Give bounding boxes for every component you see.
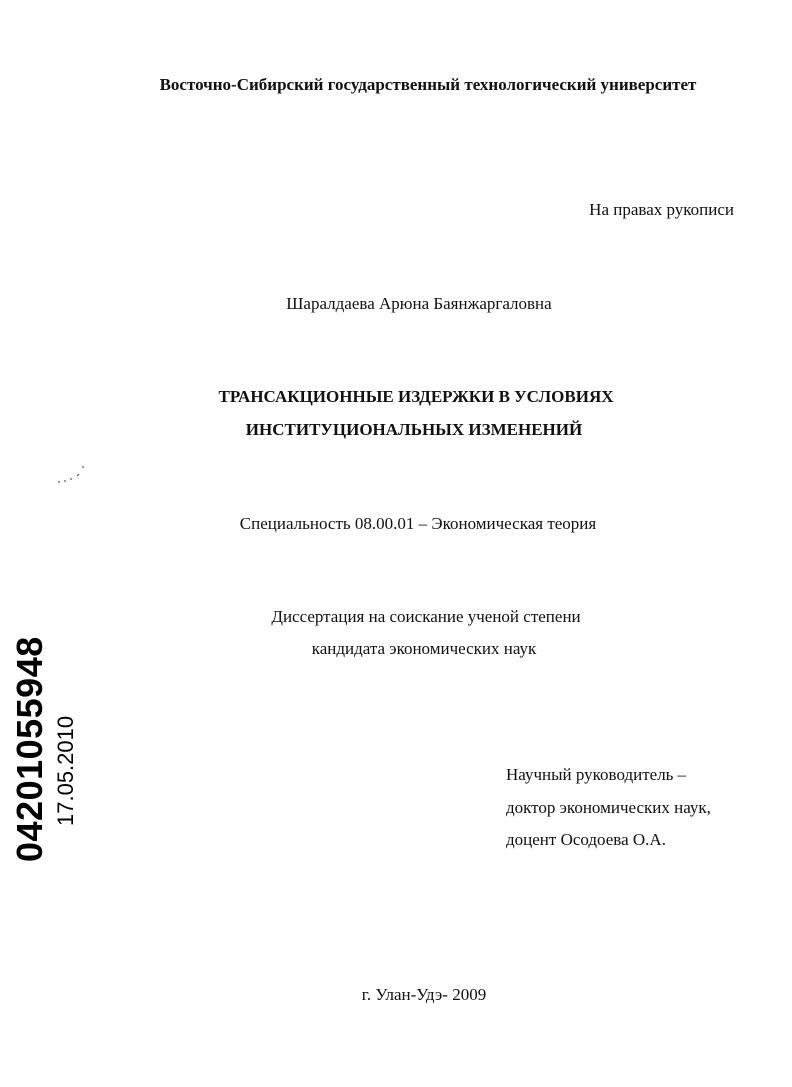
specialty-line: Специальность 08.00.01 – Экономическая теория xyxy=(239,514,597,533)
scan-specks-decoration xyxy=(56,462,88,486)
manuscript-note: На правах рукописи xyxy=(589,200,734,219)
advisor-line-1: Научный руководитель – xyxy=(506,765,687,784)
author-name: Шаралдаева Арюна Баянжаргаловна xyxy=(286,294,552,313)
university-name: Восточно-Сибирский государственный технологический университет xyxy=(159,75,697,94)
dissertation-line-1: Диссертация на соискание ученой степени xyxy=(271,607,581,626)
dissertation-line-2: кандидата экономических наук xyxy=(311,639,537,658)
city-year: г. Улан-Удэ- 2009 xyxy=(361,985,487,1004)
advisor-line-2: доктор экономических наук, xyxy=(506,798,711,817)
library-stamp-date: 17.05.2010 xyxy=(53,715,78,826)
library-stamp-number: 04201055948 xyxy=(9,636,50,862)
thesis-title-line-1: ТРАНСАКЦИОННЫЕ ИЗДЕРЖКИ В УСЛОВИЯХ xyxy=(218,387,614,406)
advisor-line-3: доцент Осодоева О.А. xyxy=(506,830,666,849)
thesis-title-line-2: ИНСТИТУЦИОНАЛЬНЫХ ИЗМЕНЕНИЙ xyxy=(245,420,583,439)
